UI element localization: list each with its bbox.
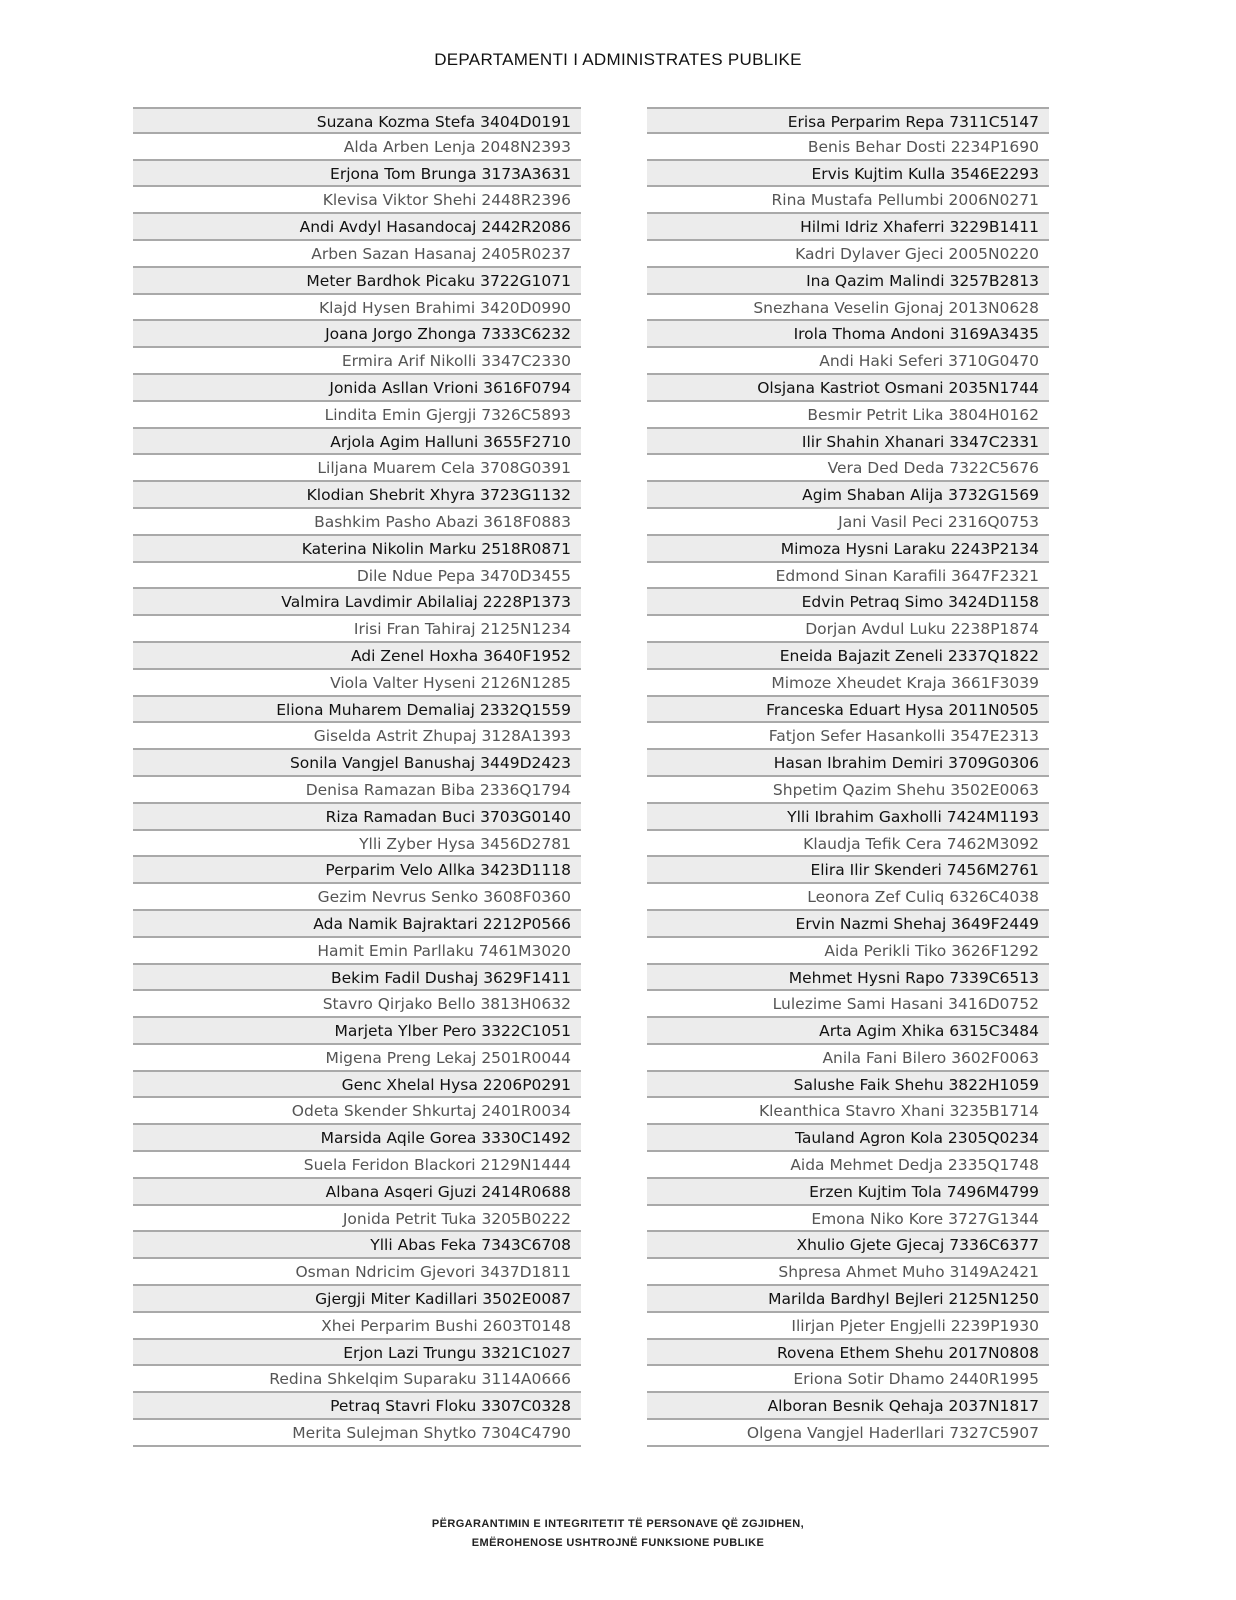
list-item: Hilmi Idriz Xhaferri 3229B1411 bbox=[647, 214, 1049, 241]
list-item: Ina Qazim Malindi 3257B2813 bbox=[647, 268, 1049, 295]
list-item: Andi Avdyl Hasandocaj 2442R2086 bbox=[133, 214, 581, 241]
list-item: Lulezime Sami Hasani 3416D0752 bbox=[647, 991, 1049, 1018]
list-item: Dile Ndue Pepa 3470D3455 bbox=[133, 563, 581, 590]
list-item: Ylli Abas Feka 7343C6708 bbox=[133, 1232, 581, 1259]
list-item: Hasan Ibrahim Demiri 3709G0306 bbox=[647, 750, 1049, 777]
list-item: Mimoza Hysni Laraku 2243P2134 bbox=[647, 536, 1049, 563]
list-item: Sonila Vangjel Banushaj 3449D2423 bbox=[133, 750, 581, 777]
list-item: Olgena Vangjel Haderllari 7327C5907 bbox=[647, 1420, 1049, 1447]
list-item: Merita Sulejman Shytko 7304C4790 bbox=[133, 1420, 581, 1447]
list-item: Ilir Shahin Xhanari 3347C2331 bbox=[647, 429, 1049, 456]
list-item: Xhei Perparim Bushi 2603T0148 bbox=[133, 1313, 581, 1340]
list-item: Aida Mehmet Dedja 2335Q1748 bbox=[647, 1152, 1049, 1179]
list-item: Albana Asqeri Gjuzi 2414R0688 bbox=[133, 1179, 581, 1206]
list-item: Bashkim Pasho Abazi 3618F0883 bbox=[133, 509, 581, 536]
list-item: Viola Valter Hyseni 2126N1285 bbox=[133, 670, 581, 697]
list-item: Giselda Astrit Zhupaj 3128A1393 bbox=[133, 723, 581, 750]
list-item: Suela Feridon Blackori 2129N1444 bbox=[133, 1152, 581, 1179]
list-item: Rovena Ethem Shehu 2017N0808 bbox=[647, 1340, 1049, 1367]
list-item: Agim Shaban Alija 3732G1569 bbox=[647, 482, 1049, 509]
list-item: Besmir Petrit Lika 3804H0162 bbox=[647, 402, 1049, 429]
list-item: Ylli Ibrahim Gaxholli 7424M1193 bbox=[647, 804, 1049, 831]
list-item: Snezhana Veselin Gjonaj 2013N0628 bbox=[647, 295, 1049, 322]
list-item: Adi Zenel Hoxha 3640F1952 bbox=[133, 643, 581, 670]
list-item: Ermira Arif Nikolli 3347C2330 bbox=[133, 348, 581, 375]
list-item: Stavro Qirjako Bello 3813H0632 bbox=[133, 991, 581, 1018]
list-item: Bekim Fadil Dushaj 3629F1411 bbox=[133, 965, 581, 992]
list-item: Valmira Lavdimir Abilaliaj 2228P1373 bbox=[133, 589, 581, 616]
list-item: Erjon Lazi Trungu 3321C1027 bbox=[133, 1340, 581, 1367]
list-item: Kleanthica Stavro Xhani 3235B1714 bbox=[647, 1098, 1049, 1125]
list-item: Gezim Nevrus Senko 3608F0360 bbox=[133, 884, 581, 911]
list-item: Ervis Kujtim Kulla 3546E2293 bbox=[647, 161, 1049, 188]
list-item: Joana Jorgo Zhonga 7333C6232 bbox=[133, 321, 581, 348]
list-item: Benis Behar Dosti 2234P1690 bbox=[647, 134, 1049, 161]
list-item: Hamit Emin Parllaku 7461M3020 bbox=[133, 938, 581, 965]
list-item: Klaudja Tefik Cera 7462M3092 bbox=[647, 831, 1049, 858]
list-item: Olsjana Kastriot Osmani 2035N1744 bbox=[647, 375, 1049, 402]
list-item: Salushe Faik Shehu 3822H1059 bbox=[647, 1072, 1049, 1099]
list-item: Katerina Nikolin Marku 2518R0871 bbox=[133, 536, 581, 563]
footer-line-1: PËRGARANTIMIN E INTEGRITETIT TË PERSONAVE QË ZGJIDHEN, bbox=[431, 1518, 805, 1530]
list-item: Osman Ndricim Gjevori 3437D1811 bbox=[133, 1259, 581, 1286]
list-item: Petraq Stavri Floku 3307C0328 bbox=[133, 1393, 581, 1420]
list-item: Riza Ramadan Buci 3703G0140 bbox=[133, 804, 581, 831]
list-item: Ervin Nazmi Shehaj 3649F2449 bbox=[647, 911, 1049, 938]
list-item: Mehmet Hysni Rapo 7339C6513 bbox=[647, 965, 1049, 992]
list-item: Migena Preng Lekaj 2501R0044 bbox=[133, 1045, 581, 1072]
list-item: Meter Bardhok Picaku 3722G1071 bbox=[133, 268, 581, 295]
list-item: Aida Perikli Tiko 3626F1292 bbox=[647, 938, 1049, 965]
list-item: Jonida Asllan Vrioni 3616F0794 bbox=[133, 375, 581, 402]
list-item: Eliona Muharem Demaliaj 2332Q1559 bbox=[133, 697, 581, 724]
list-item: Liljana Muarem Cela 3708G0391 bbox=[133, 455, 581, 482]
list-item: Ada Namik Bajraktari 2212P0566 bbox=[133, 911, 581, 938]
list-item: Fatjon Sefer Hasankolli 3547E2313 bbox=[647, 723, 1049, 750]
list-item: Irola Thoma Andoni 3169A3435 bbox=[647, 321, 1049, 348]
list-item: Mimoze Xheudet Kraja 3661F3039 bbox=[647, 670, 1049, 697]
list-item: Eriona Sotir Dhamo 2440R1995 bbox=[647, 1366, 1049, 1393]
list-item: Marilda Bardhyl Bejleri 2125N1250 bbox=[647, 1286, 1049, 1313]
list-item: Edvin Petraq Simo 3424D1158 bbox=[647, 589, 1049, 616]
list-item: Denisa Ramazan Biba 2336Q1794 bbox=[133, 777, 581, 804]
list-item: Arta Agim Xhika 6315C3484 bbox=[647, 1018, 1049, 1045]
list-item: Emona Niko Kore 3727G1344 bbox=[647, 1206, 1049, 1233]
list-item: Marjeta Ylber Pero 3322C1051 bbox=[133, 1018, 581, 1045]
list-item: Xhulio Gjete Gjecaj 7336C6377 bbox=[647, 1232, 1049, 1259]
list-item: Andi Haki Seferi 3710G0470 bbox=[647, 348, 1049, 375]
list-item: Alboran Besnik Qehaja 2037N1817 bbox=[647, 1393, 1049, 1420]
list-item: Suzana Kozma Stefa 3404D0191 bbox=[133, 107, 581, 134]
list-item: Erjona Tom Brunga 3173A3631 bbox=[133, 161, 581, 188]
list-item: Jonida Petrit Tuka 3205B0222 bbox=[133, 1206, 581, 1233]
list-item: Vera Ded Deda 7322C5676 bbox=[647, 455, 1049, 482]
list-item: Gjergji Miter Kadillari 3502E0087 bbox=[133, 1286, 581, 1313]
list-item: Kadri Dylaver Gjeci 2005N0220 bbox=[647, 241, 1049, 268]
list-item: Arben Sazan Hasanaj 2405R0237 bbox=[133, 241, 581, 268]
list-item: Shpetim Qazim Shehu 3502E0063 bbox=[647, 777, 1049, 804]
list-item: Erzen Kujtim Tola 7496M4799 bbox=[647, 1179, 1049, 1206]
list-item: Anila Fani Bilero 3602F0063 bbox=[647, 1045, 1049, 1072]
footer-line-2: EMËROHENOSE USHTROJNË FUNKSIONE PUBLIKE bbox=[471, 1537, 765, 1549]
list-item: Jani Vasil Peci 2316Q0753 bbox=[647, 509, 1049, 536]
list-item: Rina Mustafa Pellumbi 2006N0271 bbox=[647, 187, 1049, 214]
list-item: Klodian Shebrit Xhyra 3723G1132 bbox=[133, 482, 581, 509]
list-item: Alda Arben Lenja 2048N2393 bbox=[133, 134, 581, 161]
list-item: Dorjan Avdul Luku 2238P1874 bbox=[647, 616, 1049, 643]
left-name-column bbox=[133, 107, 581, 1447]
list-item: Lindita Emin Gjergji 7326C5893 bbox=[133, 402, 581, 429]
list-item: Klevisa Viktor Shehi 2448R2396 bbox=[133, 187, 581, 214]
list-item: Genc Xhelal Hysa 2206P0291 bbox=[133, 1072, 581, 1099]
list-item: Tauland Agron Kola 2305Q0234 bbox=[647, 1125, 1049, 1152]
list-item: Arjola Agim Halluni 3655F2710 bbox=[133, 429, 581, 456]
list-item: Klajd Hysen Brahimi 3420D0990 bbox=[133, 295, 581, 322]
list-item: Ylli Zyber Hysa 3456D2781 bbox=[133, 831, 581, 858]
list-item: Perparim Velo Allka 3423D1118 bbox=[133, 857, 581, 884]
list-item: Elira Ilir Skenderi 7456M2761 bbox=[647, 857, 1049, 884]
list-item: Leonora Zef Culiq 6326C4038 bbox=[647, 884, 1049, 911]
page-title: DEPARTAMENTI I ADMINISTRATES PUBLIKE bbox=[434, 50, 802, 69]
right-name-column bbox=[647, 107, 1049, 1447]
list-item: Ilirjan Pjeter Engjelli 2239P1930 bbox=[647, 1313, 1049, 1340]
list-item: Shpresa Ahmet Muho 3149A2421 bbox=[647, 1259, 1049, 1286]
list-item: Irisi Fran Tahiraj 2125N1234 bbox=[133, 616, 581, 643]
list-item: Franceska Eduart Hysa 2011N0505 bbox=[647, 697, 1049, 724]
page-footer bbox=[0, 1515, 1236, 1553]
list-item: Marsida Aqile Gorea 3330C1492 bbox=[133, 1125, 581, 1152]
list-item: Redina Shkelqim Suparaku 3114A0666 bbox=[133, 1366, 581, 1393]
list-item: Odeta Skender Shkurtaj 2401R0034 bbox=[133, 1098, 581, 1125]
list-item: Erisa Perparim Repa 7311C5147 bbox=[647, 107, 1049, 134]
list-item: Eneida Bajazit Zeneli 2337Q1822 bbox=[647, 643, 1049, 670]
list-item: Edmond Sinan Karafili 3647F2321 bbox=[647, 563, 1049, 590]
